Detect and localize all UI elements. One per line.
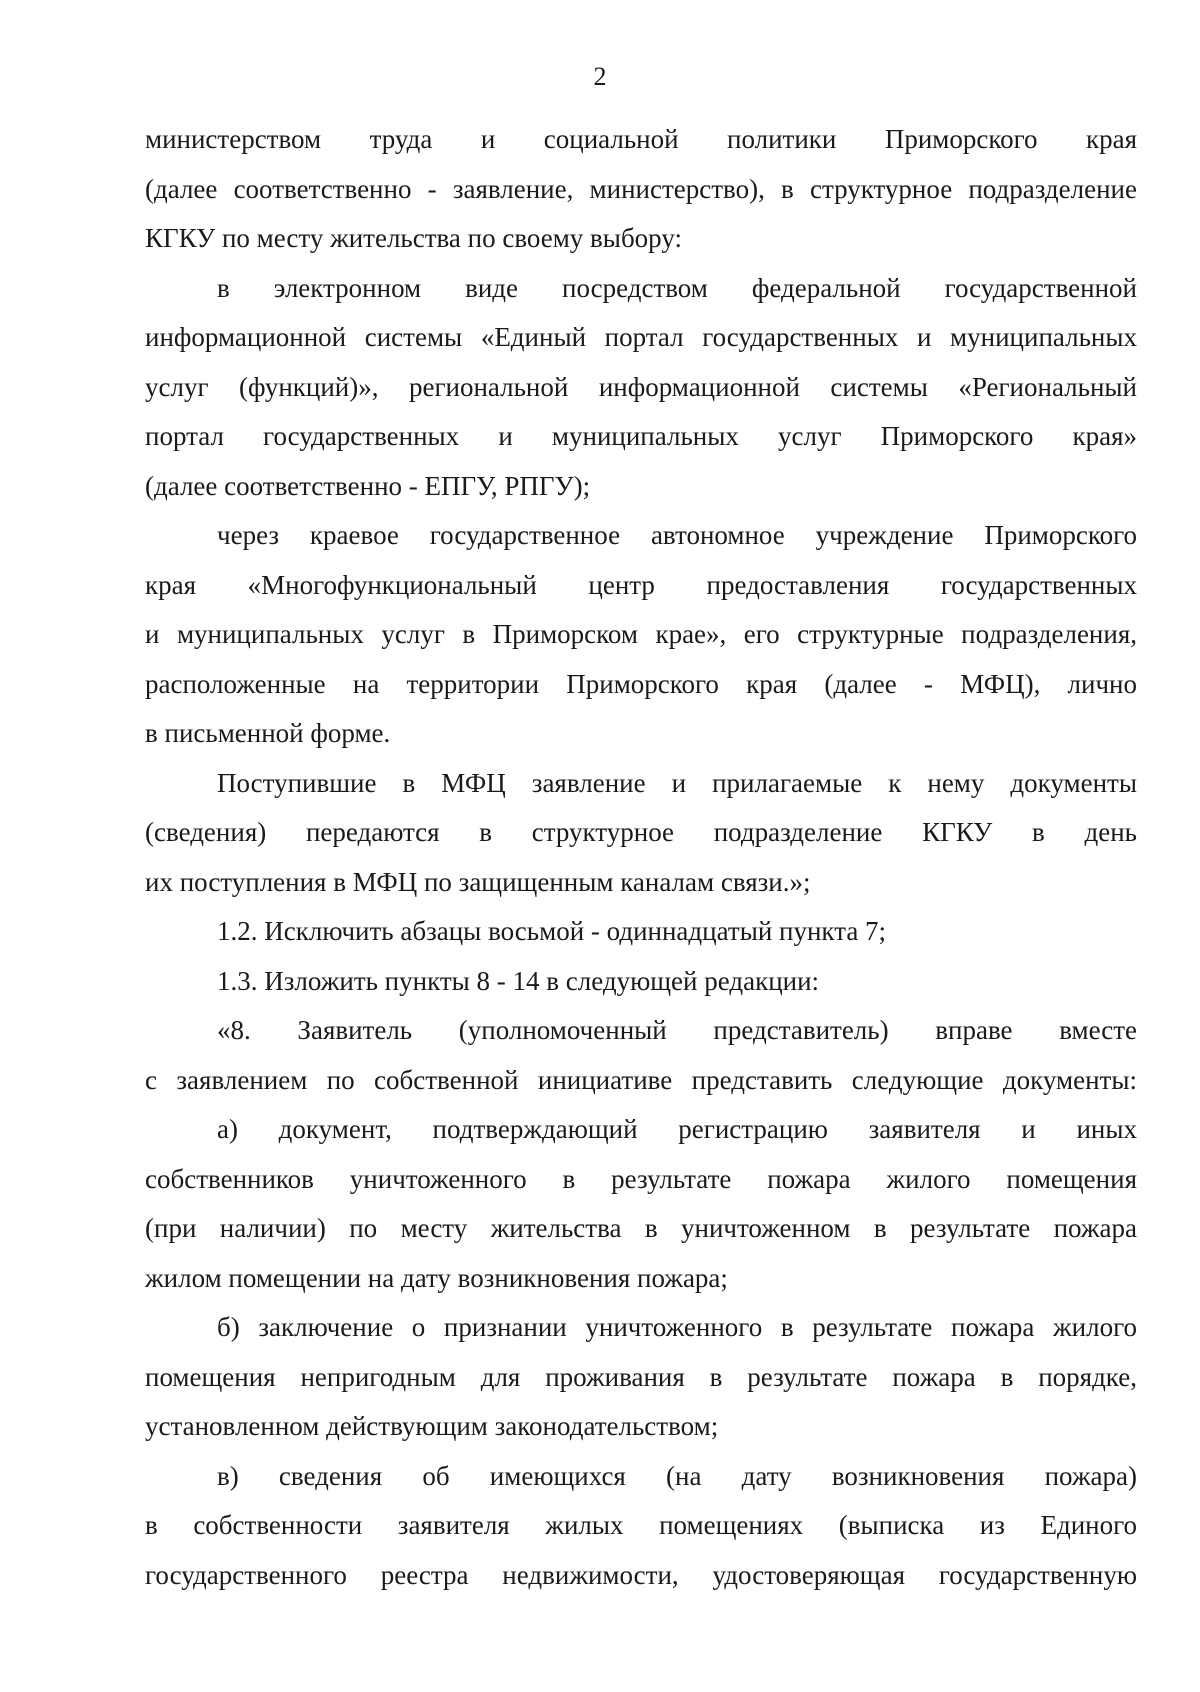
- text-line: 1.2. Исключить абзацы восьмой - одиннадцатый пункта 7;: [217, 916, 887, 946]
- text-line: в письменной форме.: [145, 718, 391, 748]
- text-line: б) заключение о признании уничтоженного в результате пожара жилого: [217, 1312, 1137, 1342]
- text-line: и муниципальных услуг в Приморском крае», его структурные подразделения,: [145, 619, 1137, 649]
- text-line: государственного реестра недвижимости, удостоверяющая государственную: [145, 1559, 1137, 1590]
- text-line: через краевое государственное автономное учреждение Приморского: [217, 520, 1137, 550]
- text-line: услуг (функций)», региональной информационной системы «Региональный: [145, 371, 1137, 402]
- text-line: портал государственных и муниципальных услуг Приморского края»: [145, 421, 1137, 451]
- text-line: расположенные на территории Приморского края (далее - МФЦ), лично: [145, 668, 1137, 699]
- text-line: в электронном виде посредством федеральной государственной: [217, 272, 1137, 303]
- text-line: министерством труда и социальной политики Приморского края: [145, 124, 1137, 154]
- text-line: в) сведения об имеющихся (на дату возникновения пожара): [217, 1460, 1137, 1491]
- page-number: 2: [593, 62, 607, 91]
- text-line: а) документ, подтверждающий регистрацию заявителя и иных: [217, 1114, 1137, 1144]
- text-line: их поступления в МФЦ по защищенным каналам связи.»;: [145, 866, 811, 897]
- text-line: установленном действующим законодательством;: [145, 1411, 719, 1441]
- text-line: «8. Заявитель (уполномоченный представитель) вправе вместе: [217, 1015, 1137, 1045]
- text-line: (далее соответственно - заявление, министерство), в структурное подразделение: [145, 173, 1137, 204]
- text-line: (сведения) передаются в структурное подразделение КГКУ в день: [145, 817, 1137, 847]
- text-line: края «Многофункциональный центр предоставления государственных: [145, 569, 1137, 600]
- text-line: информационной системы «Единый портал государственных и муниципальных: [145, 322, 1137, 352]
- text-line: жилом помещении на дату возникновения пожара;: [145, 1262, 728, 1293]
- text-line: помещения непригодным для проживания в результате пожара в порядке,: [145, 1361, 1137, 1392]
- text-line: собственников уничтоженного в результате пожара жилого помещения: [145, 1163, 1137, 1194]
- document-body: [145, 115, 1137, 1600]
- text-line: (далее соответственно - ЕПГУ, РПГУ);: [145, 470, 591, 501]
- text-line: 1.3. Изложить пункты 8 - 14 в следующей редакции:: [217, 965, 820, 996]
- text-line: (при наличии) по месту жительства в уничтоженном в результате пожара: [145, 1213, 1137, 1243]
- text-line: с заявлением по собственной инициативе представить следующие документы:: [145, 1064, 1137, 1095]
- text-line: КГКУ по месту жительства по своему выбору:: [145, 223, 682, 253]
- text-line: Поступившие в МФЦ заявление и прилагаемые к нему документы: [217, 767, 1137, 798]
- text-line: в собственности заявителя жилых помещениях (выписка из Единого: [145, 1510, 1137, 1540]
